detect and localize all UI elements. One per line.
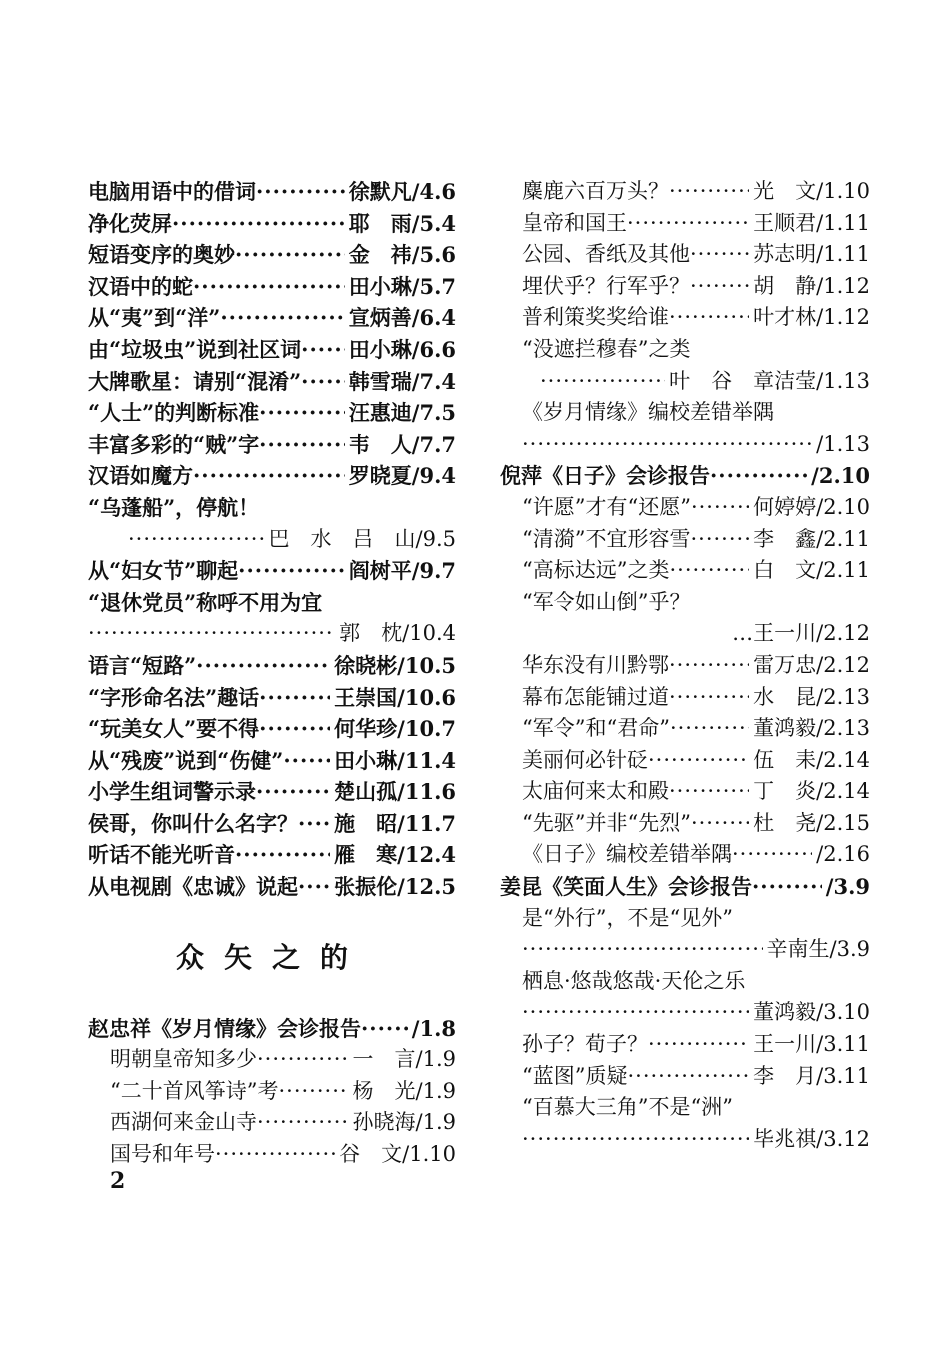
toc-entry [500, 713, 870, 745]
toc-entry [500, 208, 870, 240]
dot-leader [669, 302, 749, 334]
toc-entry-title: “字形命名法”趣话 [88, 684, 260, 710]
toc-entry-author-page: 王顺君/1.11 [753, 210, 870, 235]
dot-leader [283, 745, 330, 777]
toc-entry-title: 大牌歌星：请别“混淆” [88, 368, 302, 394]
toc-entry-author-page: 徐默凡/4.6 [348, 179, 456, 204]
dot-leader [522, 934, 763, 966]
toc-entry-author-page: /2.16 [816, 842, 870, 867]
toc-entry-author-page: 郭 枕/10.4 [339, 621, 456, 646]
toc-entry [500, 176, 870, 208]
toc-entry-author-page: 一 言/1.9 [352, 1047, 456, 1072]
dot-leader [238, 555, 345, 587]
toc-entry-author-page: 田小琳/5.7 [348, 273, 456, 299]
dot-leader [298, 808, 330, 840]
toc-entry-title: 从电视剧《忠诚》说起 [88, 874, 298, 900]
toc-entry [500, 650, 870, 682]
toc-entry [88, 397, 456, 429]
toc-entry-author-page: 阎树平/9.7 [348, 558, 456, 584]
toc-entry [500, 839, 870, 871]
toc-entry [88, 492, 456, 524]
dot-leader [522, 997, 749, 1029]
toc-entry-author-page: 施 昭/11.7 [334, 810, 456, 836]
toc-entry-title: 埋伏乎？行军乎？ [522, 273, 690, 298]
toc-right-column [500, 176, 870, 1155]
toc-entry [500, 1124, 870, 1156]
toc-entry [88, 839, 456, 871]
toc-entry [500, 1061, 870, 1093]
toc-entry-title: 小学生组词警示录 [88, 779, 256, 805]
toc-entry [88, 208, 456, 240]
dot-leader [361, 1013, 408, 1045]
toc-entry [500, 1092, 870, 1124]
dot-leader [88, 618, 335, 650]
toc-entry [500, 366, 870, 398]
toc-entry [500, 618, 870, 650]
toc-entry-title: 《日子》编校差错举隅 [522, 842, 732, 867]
toc-entry-title: 麋鹿六百万头？ [522, 179, 669, 203]
dot-leader [691, 808, 749, 840]
toc-entry [500, 776, 870, 808]
section-title: 众矢之的 [175, 940, 368, 974]
toc-entry-title: “玩美女人”要不得 [88, 716, 260, 742]
toc-entry-title: 太庙何来太和殿 [522, 779, 669, 804]
dot-leader [752, 871, 822, 903]
toc-entry [500, 492, 870, 524]
toc-entry [88, 1107, 456, 1139]
toc-entry-title: 从“夷”到“洋” [88, 305, 221, 331]
dot-leader [690, 271, 749, 303]
dot-leader [710, 460, 807, 492]
dot-leader [128, 524, 265, 556]
toc-entry-title: 《岁月情缘》编校差错举隅 [522, 400, 774, 425]
toc-entry [500, 460, 870, 492]
dot-leader [235, 839, 330, 871]
dot-leader [690, 524, 749, 556]
dot-leader [669, 776, 749, 808]
toc-entry-title: “军令”和“君命” [522, 716, 670, 741]
toc-entry-title: 汉语中的蛇 [88, 273, 193, 299]
toc-entry-author-page: 杜 尧/2.15 [753, 810, 870, 835]
dot-leader [220, 302, 344, 334]
toc-entry [500, 429, 870, 461]
dot-leader [540, 366, 665, 398]
dot-leader [172, 208, 345, 240]
toc-entry-author-page: 谷 文/1.10 [339, 1142, 456, 1167]
toc-entry [88, 650, 456, 682]
toc-entry [88, 1044, 456, 1076]
toc-entry [88, 239, 456, 271]
toc-entry-title: 西湖何来金山寺 [110, 1110, 257, 1135]
toc-entry-author-page: 李 月/3.11 [753, 1063, 870, 1088]
toc-entry-author-page: 田小琳/6.6 [348, 336, 456, 362]
toc-entry-title: 侯哥，你叫什么名字？ [88, 810, 298, 836]
toc-entry [500, 682, 870, 714]
dot-leader [256, 776, 330, 808]
toc-entry-author-page: /2.10 [811, 463, 870, 489]
page-number: 2 [110, 1168, 126, 1194]
toc-entry-author-page: 韩雪瑞/7.4 [348, 368, 456, 394]
dot-leader [259, 397, 345, 429]
dot-leader [627, 208, 749, 240]
toc-entry-title: “退休党员”称呼不用为宜 [88, 589, 323, 615]
toc-entry [500, 903, 870, 935]
toc-entry-title: “没遮拦穆春”之类 [522, 336, 691, 361]
toc-entry-author-page: 雷万忠/2.12 [753, 652, 870, 677]
toc-entry-title: “蓝图”质疑 [522, 1063, 628, 1088]
dot-leader [669, 555, 749, 587]
toc-entry-title: 姜昆《笑面人生》会诊报告 [500, 874, 752, 900]
toc-entry-title: 皇帝和国王 [522, 210, 627, 235]
toc-entry [88, 682, 456, 714]
dot-leader [669, 650, 749, 682]
dot-leader [259, 682, 330, 714]
toc-entry-author-page: 水 昆/2.13 [753, 684, 870, 709]
toc-entry-author-page: 宣炳善/6.4 [348, 305, 456, 331]
toc-entry [500, 997, 870, 1029]
dot-leader [648, 1029, 749, 1061]
dot-leader [278, 1076, 348, 1108]
dot-leader [235, 239, 345, 271]
toc-entry [88, 1139, 456, 1171]
toc-entry-title: 华东没有川黔鄂 [522, 652, 669, 677]
toc-entry-title: 赵忠祥《岁月情缘》会诊报告 [88, 1015, 361, 1041]
toc-entry-title: 美丽何必针砭 [522, 747, 648, 772]
toc-entry-author-page: …王一川/2.12 [732, 621, 870, 646]
toc-entry [500, 239, 870, 271]
toc-entry-title: 孙子？荀子？ [522, 1032, 648, 1057]
toc-entry [88, 334, 456, 366]
toc-entry-title: 倪萍《日子》会诊报告 [500, 463, 710, 489]
toc-entry [500, 1029, 870, 1061]
toc-entry-author-page: 田小琳/11.4 [334, 747, 456, 773]
toc-entry-author-page: 耶 雨/5.4 [348, 210, 456, 236]
toc-entry-title: 国号和年号 [110, 1142, 215, 1167]
dot-leader [522, 1124, 749, 1156]
dot-leader [196, 650, 330, 682]
toc-entry [500, 587, 870, 619]
toc-entry-author-page: 巴 水 吕 山/9.5 [268, 526, 456, 551]
toc-entry-title: 电脑用语中的借词 [88, 179, 256, 204]
toc-entry-author-page: 苏志明/1.11 [753, 242, 870, 267]
toc-entry-author-page: 李 鑫/2.11 [753, 526, 870, 551]
toc-entry [88, 555, 456, 587]
toc-entry [500, 934, 870, 966]
dot-leader [193, 271, 345, 303]
dot-leader [691, 492, 749, 524]
toc-entry-title: 短语变序的奥妙 [88, 242, 235, 268]
toc-entry-title: 普利策奖奖给谁 [522, 305, 669, 330]
toc-entry [500, 334, 870, 366]
toc-entry-title: 净化荧屏 [88, 210, 172, 236]
toc-entry-title: 汉语如魔方 [88, 463, 193, 489]
toc-entry-author-page: 伍 耒/2.14 [753, 747, 870, 772]
toc-entry-title: 幕布怎能铺过道 [522, 684, 669, 709]
toc-entry [500, 966, 870, 998]
toc-entry [500, 808, 870, 840]
dot-leader [648, 745, 749, 777]
toc-entry-title: 是“外行”，不是“见外” [522, 905, 733, 930]
toc-entry-author-page: 王一川/3.11 [753, 1032, 870, 1057]
toc-entry [88, 524, 456, 556]
toc-entry [500, 302, 870, 334]
toc-entry-author-page: 何华珍/10.7 [334, 716, 456, 742]
toc-entry-title: 由“垃圾虫”说到社区词 [88, 336, 302, 362]
toc-entry-author-page: 白 文/2.11 [753, 558, 870, 583]
dot-leader [257, 1107, 349, 1139]
toc-entry [88, 745, 456, 777]
toc-entry-author-page: 辛南生/3.9 [766, 937, 870, 962]
toc-entry-author-page: 金 祎/5.6 [348, 242, 456, 268]
toc-entry [88, 176, 456, 208]
toc-entry [88, 429, 456, 461]
toc-entry [88, 302, 456, 334]
toc-entry-title: “乌蓬船”，停航！ [88, 494, 260, 520]
dot-leader [301, 366, 345, 398]
dot-leader [259, 429, 345, 461]
toc-entry-title: 从“残废”说到“伤健” [88, 747, 284, 773]
dot-leader [215, 1139, 335, 1171]
toc-entry-author-page: 杨 光/1.9 [352, 1078, 456, 1103]
toc-entry-title: “先驱”并非“先烈” [522, 810, 691, 835]
dot-leader [732, 839, 812, 871]
dot-leader [257, 1044, 349, 1076]
toc-entry [500, 397, 870, 429]
toc-entry [88, 618, 456, 650]
toc-entry-author-page: 胡 静/1.12 [753, 273, 870, 298]
toc-entry [88, 1076, 456, 1108]
toc-entry-author-page: 叶才林/1.12 [753, 305, 870, 330]
dot-leader [259, 713, 330, 745]
toc-entry-title: “军令如山倒”乎？ [522, 589, 691, 614]
toc-entry-author-page: 韦 人/7.7 [348, 431, 456, 457]
toc-entry-title: 从“妇女节”聊起 [88, 558, 239, 584]
dot-leader [256, 176, 345, 208]
toc-entry-author-page: 毕兆祺/3.12 [753, 1126, 870, 1151]
toc-entry-title: “人士”的判断标准 [88, 400, 260, 426]
toc-entry [88, 366, 456, 398]
toc-entry-title: “高标达远”之类 [522, 558, 670, 583]
toc-entry [88, 808, 456, 840]
toc-entry-author-page: /1.8 [411, 1015, 456, 1041]
toc-entry-author-page: 孙晓海/1.9 [352, 1110, 456, 1135]
dot-leader [670, 713, 749, 745]
toc-entry-title: “许愿”才有“还愿” [522, 494, 691, 519]
toc-entry-author-page: 何婷婷/2.10 [753, 494, 870, 519]
toc-entry-author-page: 董鸿毅/3.10 [753, 1000, 870, 1025]
toc-entry [500, 271, 870, 303]
toc-entry-author-page: /3.9 [825, 874, 870, 900]
toc-entry-author-page: 徐晓彬/10.5 [334, 652, 456, 678]
toc-entry [88, 776, 456, 808]
toc-entry-author-page: 叶 谷 章洁莹/1.13 [669, 368, 870, 393]
toc-entry-title: 语言“短路” [88, 652, 197, 678]
dot-leader [669, 176, 749, 208]
toc-entry [500, 524, 870, 556]
toc-entry-title: 公园、香纸及其他 [522, 242, 690, 267]
toc-entry-author-page: 张振伦/12.5 [334, 874, 456, 900]
toc-entry [500, 745, 870, 777]
toc-entry [88, 871, 456, 903]
dot-leader [298, 871, 330, 903]
toc-entry-author-page: 王崇国/10.6 [334, 684, 456, 710]
toc-entry-title: “清漪”不宜形容雪 [522, 526, 691, 551]
toc-entry [500, 555, 870, 587]
toc-entry-title: 听话不能光听音 [88, 842, 235, 868]
dot-leader [627, 1061, 749, 1093]
toc-entry-author-page: 雁 寒/12.4 [334, 842, 456, 868]
toc-entry-author-page: 光 文/1.10 [753, 179, 870, 203]
toc-left-column [88, 176, 456, 1171]
toc-entry [88, 460, 456, 492]
dot-leader [193, 460, 345, 492]
toc-entry [500, 871, 870, 903]
toc-entry-author-page: 楚山孤/11.6 [334, 779, 456, 805]
toc-entry-author-page: 汪惠迪/7.5 [348, 400, 456, 426]
toc-entry-title: 丰富多彩的“贼”字 [88, 431, 260, 457]
dot-leader [301, 334, 345, 366]
toc-entry [88, 271, 456, 303]
toc-entry-author-page: 丁 炎/2.14 [753, 779, 870, 804]
toc-entry [88, 713, 456, 745]
dot-leader [669, 682, 749, 714]
toc-entry-title: 栖息·悠哉悠哉·天伦之乐 [522, 968, 746, 993]
toc-entry-author-page: 董鸿毅/2.13 [753, 716, 870, 741]
toc-entry-author-page: /1.13 [816, 431, 870, 456]
toc-entry-title: “二十首风筝诗”考 [110, 1078, 279, 1103]
toc-entry-title: “百慕大三角”不是“洲” [522, 1095, 733, 1120]
toc-entry [88, 587, 456, 619]
toc-entry-author-page: 罗晓夏/9.4 [348, 463, 456, 489]
dot-leader [522, 429, 812, 461]
dot-leader [690, 239, 749, 271]
toc-entry-title: 明朝皇帝知多少 [110, 1047, 257, 1072]
toc-entry [88, 1013, 456, 1045]
